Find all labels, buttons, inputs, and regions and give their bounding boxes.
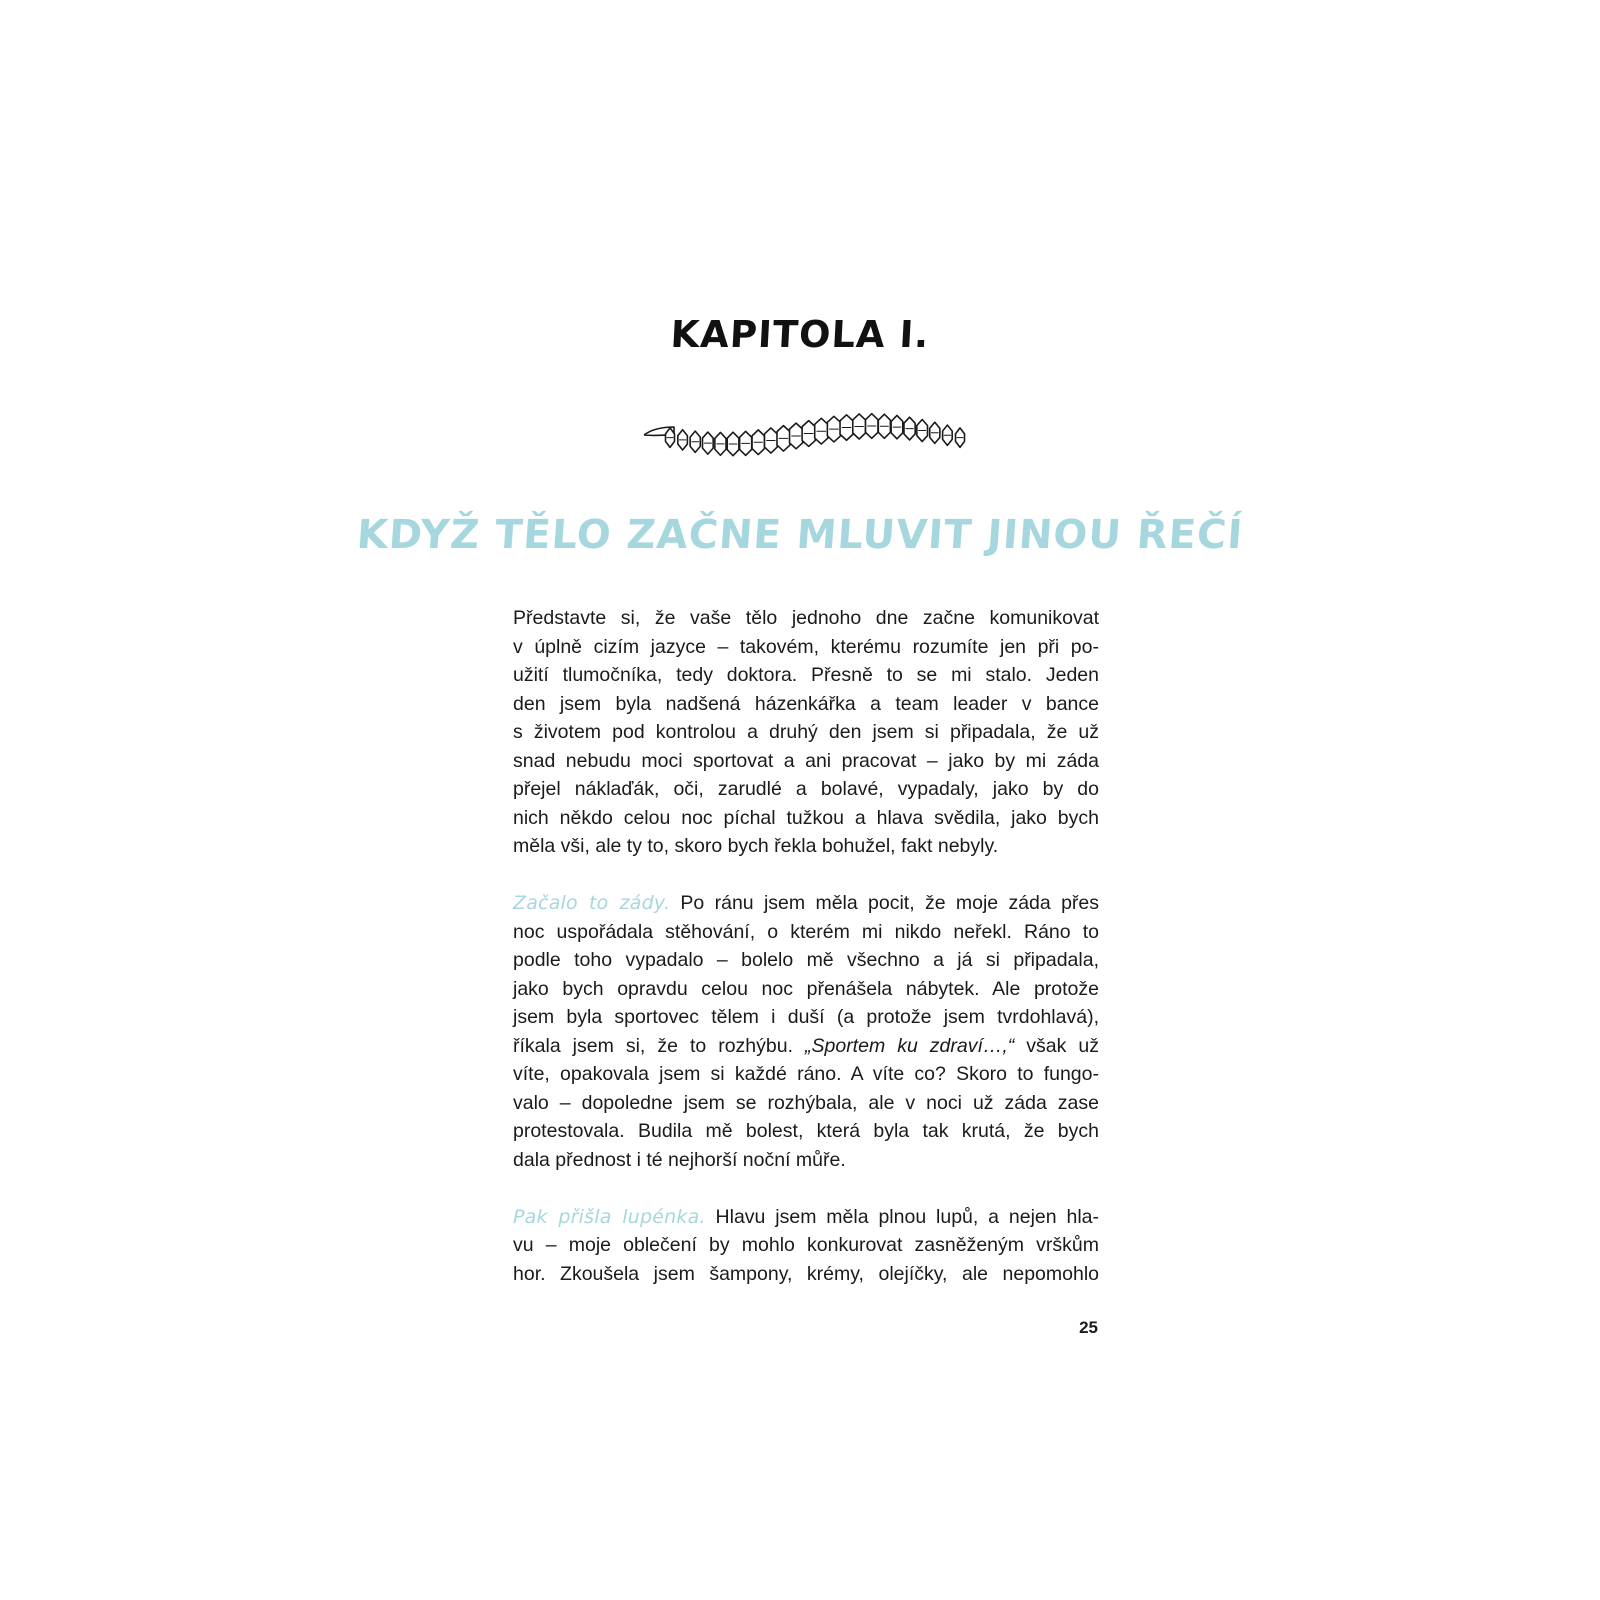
paragraph-3 [513,1203,1099,1289]
text-line [513,1032,1099,1061]
text-line: měla vši, ale ty to, skoro bych řekla bohužel, fakt nebyly. [513,835,999,857]
page-number: 25 [1079,1318,1098,1337]
text-line: víte, opakovala jsem si každé ráno. A víte co? Skoro to fungo- [513,1063,1099,1085]
text-line: vu – moje oblečení by mohlo konkurovat zasněženým vrškům [513,1234,1099,1256]
paragraph-2 [513,889,1099,1174]
text-line: den jsem byla nadšená házenkářka a team leader v bance [513,692,1099,715]
text-line: valo – dopoledne jsem se rozhýbala, ale v noci už záda zase [513,1091,1099,1114]
text-fragment: však už [1014,1034,1099,1057]
text-line: užití tlumočníka, tedy doktora. Přesně to se mi stalo. Jeden [513,664,1099,686]
text-fragment: Po ránu jsem měla pocit, že moje záda přes [670,892,1100,914]
text-line [513,1203,1099,1232]
text-line [513,889,1099,918]
body-text [513,604,1099,1317]
quote: „Sportem ku zdraví…,“ [805,1034,1015,1057]
lead-in: Pak přišla lupénka. [513,1205,706,1228]
text-line: nich někdo celou noc píchal tužkou a hlava svědila, jako bych [513,806,1099,829]
text-line: jsem byla sportovec tělem i duší (a protože jsem tvrdohlavá), [513,1006,1099,1028]
paragraph-1 [513,604,1099,861]
text-line: s životem pod kontrolou a druhý den jsem si připadala, že už [513,721,1099,743]
text-line: Představte si, že vaše tělo jednoho dne začne komunikovat [513,607,1099,629]
text-line: jako bych opravdu celou noc přenášela nábytek. Ale protože [513,977,1099,1000]
text-line: podle toho vypadalo – bolelo mě všechno a já si připadala, [513,949,1099,971]
text-line: noc uspořádala stěhování, o kterém mi nikdo neřekl. Ráno to [513,920,1099,943]
text-fragment: Hlavu jsem měla plnou lupů, a nejen hla- [705,1205,1099,1228]
text-line: hor. Zkoušela jsem šampony, krémy, olejíčky, ale nepomohlo [513,1262,1099,1285]
text-line: protestovala. Budila mě bolest, která byla tak krutá, že bych [513,1120,1099,1142]
spine-illustration [644,405,974,467]
text-line: dala přednost i té nejhorší noční můře. [513,1148,846,1171]
chapter-title: KDYŽ TĚLO ZAČNE MLUVIT JINOU ŘEČÍ [355,512,1245,558]
text-fragment: říkala jsem si, že to rozhýbu. [513,1034,805,1057]
text-line: snad nebudu moci sportovat a ani pracovat – jako by mi záda [513,749,1099,772]
chapter-label: KAPITOLA I. [669,313,931,356]
text-line: přejel náklaďák, oči, zarudlé a bolavé, vypadaly, jako by do [513,778,1099,800]
text-line: v úplně cizím jazyce – takovém, kterému rozumíte jen při po- [513,635,1099,658]
lead-in: Začalo to zády. [513,892,671,914]
